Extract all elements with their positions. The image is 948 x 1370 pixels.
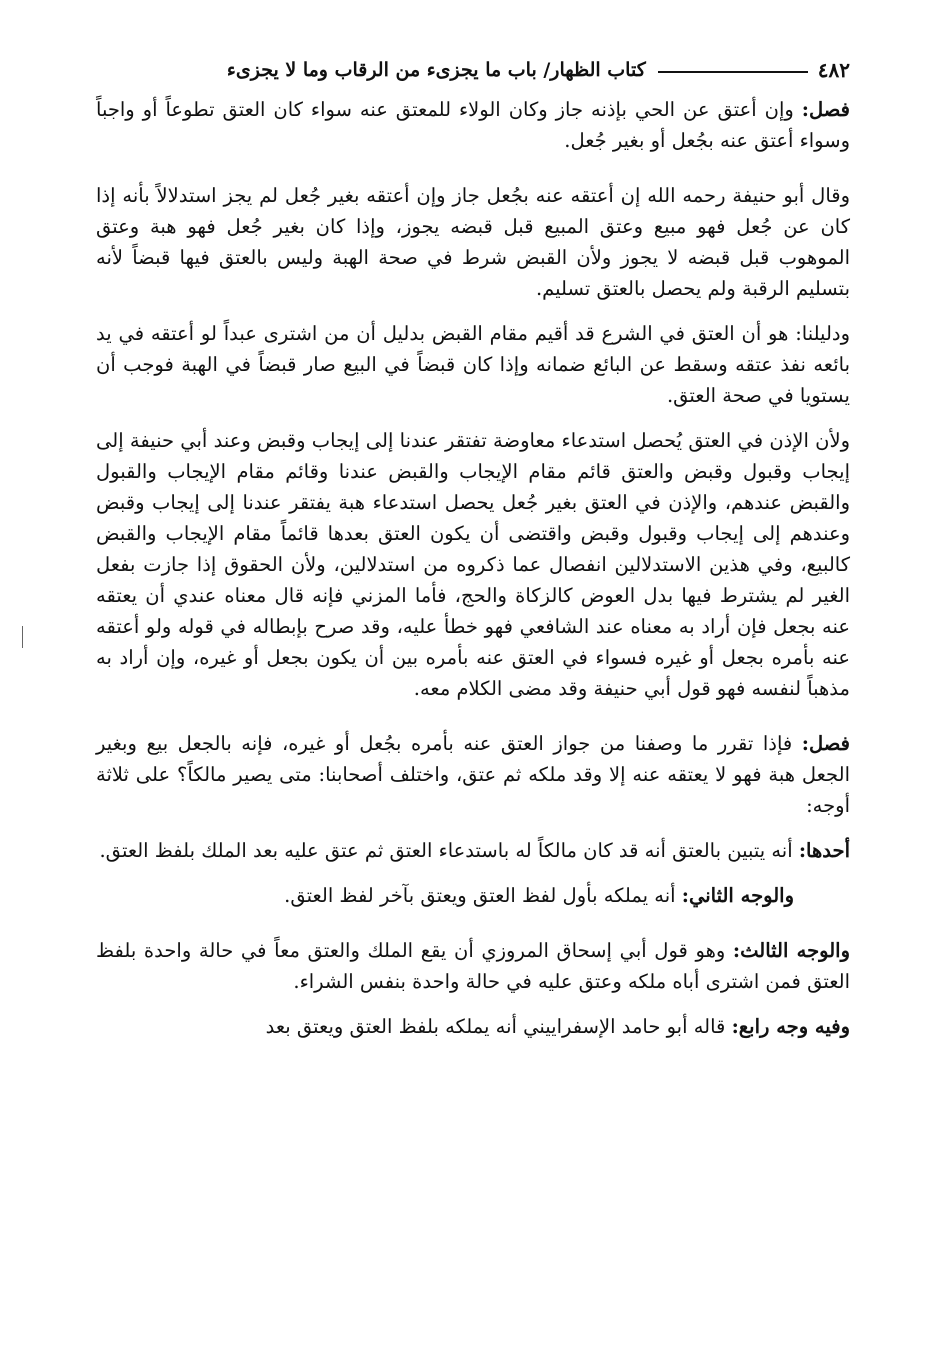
paragraph-lead: والوجه الثاني: (681, 884, 794, 907)
paragraph-text: ولأن الإذن في العتق يُحصل استدعاء معاوضة تفتقر عندنا إلى إيجاب وقبض وعند أبي حنيفة إلى إيجاب وقبول وقبض والعتق قائم مقام الإيجاب والقبض عندنا وقائم مقام الإيجاب والقبول والقبض عندهم، والإذن في العتق بغير جُعل يحصل استدعاء هبة يفتقر عندنا إلى إيجاب وقبض وعندهم إلى إيجاب وقبول وقبض واقتضى أن يكون العتق بعدها قائماً مقام الإيجاب والقبض كالبيع، وفي هذين الاستدلالين انفصال عما ذكروه من استدلالين، ولأن الحقوق إذا جازت بفعل الغير لم يشترط فيها بدل العوض كالزكاة والحج، فأما المزني فإنه قال معناه عندي أن يعتقه عنه بجعل فإن أراد به معناه عند الشافعي فهو خطأ عليه، وقد صرح بإبطاله في قوله ولو أعتقه عنه بأمره بجعل أو غيره فسواء في العتق عنه بأمره بين أن يكون بجعل أو غيره، وإن أراد به مذهباً لنفسه فهو قول أبي حنيفة وقد مضى الكلام معه. (96, 429, 850, 700)
paragraph (96, 880, 850, 911)
paragraph-lead: فصل: (801, 98, 850, 121)
paragraph-text: وإن أعتق عن الحي بإذنه جاز وكان الولاء للمعتق عنه سواء كان العتق تطوعاً أو واجباً وسواء أعتق عنه بجُعل أو بغير جُعل. (96, 98, 850, 152)
paragraph-text: أنه يملكه بأول لفظ العتق ويعتق بآخر لفظ العتق. (284, 884, 682, 907)
paragraph-text: فإذا تقرر ما وصفنا من جواز العتق عنه بأمره بجُعل أو غيره، فإنه بالجعل بيع وبغير الجعل هبة فهو لا يعتقه عنه إلا وقد ملكه ثم عتق، واختلف أصحابنا: متى يصير مالكاً؟ على ثلاثة أوجه: (96, 732, 850, 817)
paragraph (96, 835, 850, 866)
paragraph (96, 425, 850, 704)
header-rule (658, 71, 808, 73)
paragraph (96, 94, 850, 156)
chapter-title: كتاب الظهار/ باب ما يجزىء من الرقاب وما لا يجزىء (226, 59, 646, 81)
paragraph-text: أنه يتبين بالعتق أنه قد كان مالكاً له باستدعاء العتق ثم عتق عليه بعد الملك بلفظ العتق. (99, 839, 799, 862)
paragraph-text: وقال أبو حنيفة رحمه الله إن أعتقه عنه بجُعل جاز وإن أعتقه بغير جُعل لم يجز استدلالاً بأنه إذا كان عن جُعل فهو مبيع وعتق المبيع قبل قبضه يجوز، وإذا كان بغير جُعل فهو هبة وعتق الموهوب قبل قبضه لا يجوز ولأن القبض شرط في صحة الهبة وليس بالعتق فيها قبضاً لأنه بتسليم الرقبة ولم يحصل بالعتق تسليم. (96, 184, 851, 300)
page-body (96, 94, 850, 1056)
paragraph-lead: فصل: (801, 732, 850, 755)
paragraph (96, 1011, 850, 1042)
paragraph-text: وهو قول أبي إسحاق المروزي أن يقع الملك والعتق معاً في حالة واحدة بلفظ العتق فمن اشترى أباه ملكه وعتق عليه في حالة واحدة بنفس الشراء. (96, 939, 850, 993)
page-number: ٤٨٢ (817, 58, 850, 82)
paragraph-lead: والوجه الثالث: (732, 939, 850, 962)
paragraph-lead: أحدها: (798, 839, 850, 862)
margin-mark (22, 626, 23, 648)
paragraph (96, 728, 850, 821)
paragraph-lead: وفيه وجه رابع: (731, 1015, 850, 1038)
paragraph-text: قاله أبو حامد الإسفراييني أنه يملكه بلفظ العتق ويعتق بعد (265, 1015, 732, 1038)
paragraph (96, 935, 850, 997)
paragraph (96, 318, 850, 411)
running-header (82, 50, 850, 90)
paragraph-text: ودليلنا: هو أن العتق في الشرع قد أقيم مقام القبض بدليل أن من اشترى عبداً لو أعتقه في يد بائعه نفذ عتقه وسقط عن البائع ضمانه وإذا كان قبضاً في البيع صار قبضاً في الهبة فوجب أن يستويا في صحة العتق. (96, 322, 850, 407)
paragraph (96, 180, 850, 304)
